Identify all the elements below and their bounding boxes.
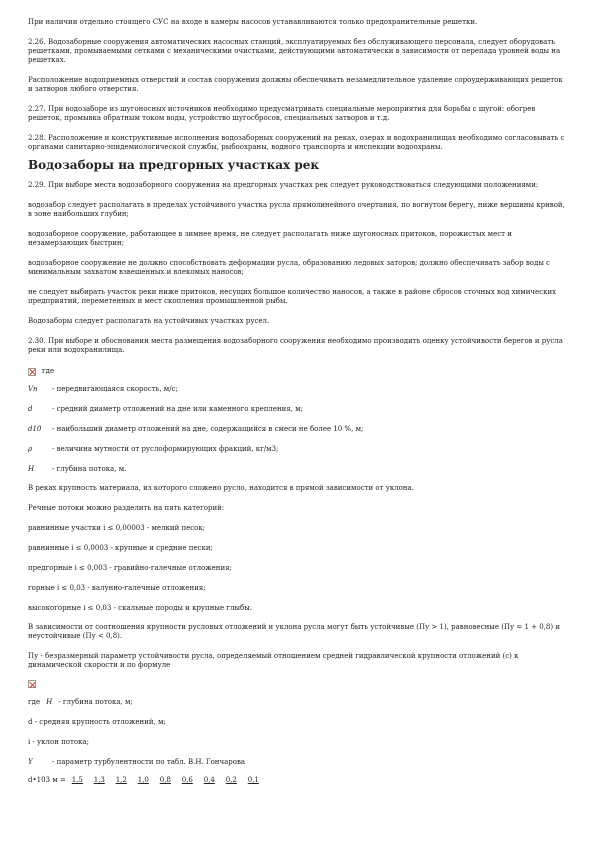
paragraph: не следует выбирать участок реки ниже притоков, несущих большое количество наносов, а также в районе сбросов сточных вод химических предприятий, переметенных и мест скопления промышленной рыбы. [28, 288, 557, 305]
where-label: где [42, 367, 55, 375]
definition-text: - глубина потока, м. [52, 465, 127, 473]
table-cell: 1,2 [115, 776, 127, 784]
definition-row [28, 445, 568, 454]
category-item: высокогорные i ≤ 0,03 - скальные породы и крупные глыбы. [28, 604, 253, 612]
paragraph: 2.27. При водозаборе из шугоносных источников необходимо предусматривать специальные мероприятия для борьбы с шугой: обогрев решеток, промывка обратным током воды, устройство шугосбросов, специальных затворов и т.д. [28, 105, 536, 122]
paragraph: Речные потоки можно разделить на пять категорий: [28, 504, 225, 512]
paragraph: 2.26. Водозаборные сооружения автоматических насосных станций, эксплуатируемых без обслуживающего персонала, следует оборудовать решетками, промываемыми сетками с механическими очистками, действующими автоматически в зависимости от перепада уровней воды на решетках. [28, 38, 561, 64]
paragraph: В реках крупность материала, из которого сложено русло, находится в прямой зависимости от уклона. [28, 484, 414, 492]
table-label: d•103 м = [28, 776, 66, 784]
definition-text: - глубина потока, м; [58, 698, 133, 706]
table-cell: 1,5 [71, 776, 83, 784]
paragraph: водозабор следует располагать в пределах устойчивого участка русла прямолинейного очертания, по вогнутом берегу, ниже вершины кривой, в зоне наибольших глубин; [28, 201, 565, 218]
definition-row [28, 425, 568, 434]
definition-row [28, 465, 568, 474]
symbol: Y [28, 758, 33, 766]
paragraph: 2.29. При выборе места водозаборного сооружения на предгорных участках рек следует руководствоваться следующими положениями: [28, 181, 539, 189]
definition-row [28, 758, 568, 767]
where-label: где [28, 698, 41, 706]
paragraph: В зависимости от соотношения крупности русловых отложений и уклона русла могут быть устойчивые (Пу > 1), равновесные (Пу = 1 + 0,8) и неустойчивые (Пу < 0,8). [28, 623, 561, 640]
document-page [28, 10, 568, 785]
definition-line: d - средняя крупность отложений, м; [28, 718, 166, 726]
definition-row [28, 698, 568, 707]
formula-block [28, 680, 568, 688]
definition-text: - величина мутности от руслоформирующих фракций, кг/м3; [52, 445, 279, 453]
paragraph: водозаборное сооружение, работающее в зимнее время, не следует располагать ниже шугоносных притоков, порожистых мест и незамерзающих быстрин; [28, 230, 512, 247]
table-cell: 1,0 [137, 776, 149, 784]
definition-text: - передвигающаяся скорость, м/с; [52, 385, 178, 393]
category-item: предгорные i ≤ 0,003 - гравийно-галечные отложения; [28, 564, 232, 572]
definition-text: - средний диаметр отложений на дне или каменного крепления, м; [52, 405, 303, 413]
category-item: равнинные i ≤ 0,0003 - крупные и средние пески; [28, 544, 213, 552]
formula-block [28, 367, 568, 376]
symbol: Vн [28, 385, 38, 393]
symbol: d [28, 405, 33, 413]
table-cell: 0,2 [225, 776, 237, 784]
symbol: H [28, 465, 35, 473]
paragraph: Расположение водоприемных отверстий и состав сооружения должны обеспечивать незамедлительное удаление сороудерживающих решеток и затворов любого отверстия. [28, 76, 563, 93]
definition-text: - наибольший диаметр отложений на дне, содержащийся в смеси не более 10 %, м; [52, 425, 364, 433]
symbol: H [46, 698, 53, 706]
parameter-table [28, 776, 568, 785]
broken-image-icon [28, 680, 36, 688]
definition-line: i - уклон потока; [28, 738, 89, 746]
category-item: равнинные участки i ≤ 0,00003 - мелкий песок; [28, 524, 206, 532]
category-item: горные i ≤ 0,03 - валунно-галечные отложения; [28, 584, 206, 592]
definition-row [28, 405, 568, 414]
table-cell: 0,6 [181, 776, 193, 784]
table-cell: 1,3 [93, 776, 105, 784]
definition-text: - параметр турбулентности по табл. В.Н. Гончарова [52, 758, 246, 766]
paragraph: 2.30. При выборе и обосновании места размещения водозаборного сооружения необходимо производить оценку устойчивости берегов и русла реки или водохранилища. [28, 337, 563, 354]
paragraph: Водозаборы следует располагать на устойчивых участках русел. [28, 317, 270, 325]
section-heading: Водозаборы на предгорных участках рек [28, 158, 320, 172]
broken-image-icon [28, 368, 36, 376]
paragraph: 2.28. Расположение и конструктивные исполнения водозаборных сооружений на реках, озерах и водохранилищах необходимо согласовывать с органами санитарно-эпидемиологической службы, рыбоохраны, водного транспорта и инспекции водоохраны. [28, 134, 565, 151]
symbol: ρ [28, 445, 33, 453]
table-cell: 0,8 [159, 776, 171, 784]
symbol: d10 [28, 425, 42, 433]
table-values [72, 776, 260, 785]
paragraph: При наличии отдельно стоящего СУС на входе в камеры насосов устанавливаются только предохранительные решетки. [28, 18, 478, 26]
definition-row [28, 385, 568, 394]
table-cell: 0,4 [203, 776, 215, 784]
table-cell: 0,1 [247, 776, 259, 784]
paragraph: водозаборное сооружение не должно способствовать деформации русла, образованию ледовых заторов; должно обеспечивать забор воды с минимальным захватом взвешенных и влекомых наносов; [28, 259, 551, 276]
paragraph: Пу - безразмерный параметр устойчивости русла, определяемый отношением средней гидравлической крупности отложений (с) к динамической скорости и по формуле [28, 652, 519, 669]
